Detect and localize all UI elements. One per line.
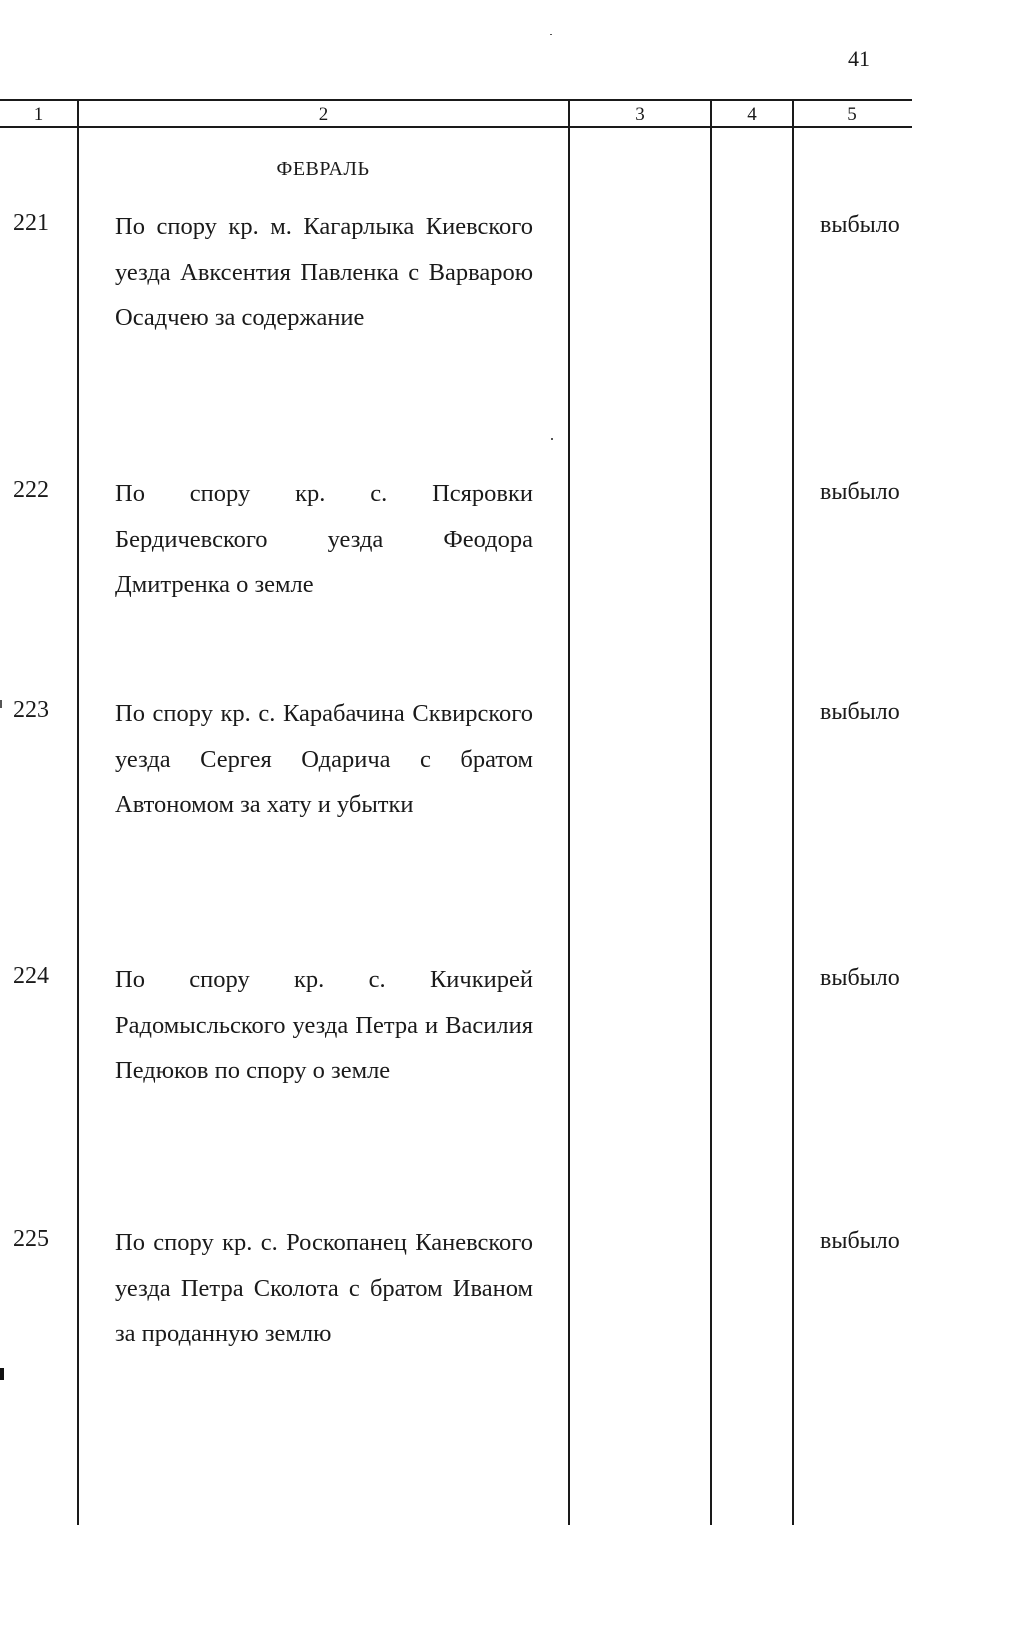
entry-number: 225 (13, 1226, 49, 1252)
entry-status: выбыло (820, 479, 900, 505)
entry-description: По спору кр. м. Кагарлыка Киевского уезда Авксентия Павленка с Варварою Осадчею за содержание (115, 213, 533, 331)
entry-number: 224 (13, 963, 49, 989)
entry-status: выбыло (820, 1228, 900, 1254)
scan-edge-mark (0, 700, 2, 708)
entry-description: По спору кр. с. Кичкирей Радомысльского уезда Петра и Василия Педюков по спору о земле (115, 966, 533, 1084)
scan-speck (550, 34, 552, 35)
entry-status: выбыло (820, 212, 900, 238)
entry-description: По спору кр. с. Карабачина Сквирского уезда Сергея Одарича с братом Автономом за хату и убытки (115, 700, 533, 818)
scan-speck (551, 438, 553, 440)
entry-number: 223 (13, 697, 49, 723)
table-header-rule (0, 126, 912, 128)
column-divider-3 (710, 99, 712, 1525)
column-divider-1 (77, 99, 79, 1525)
page-number: 41 (848, 46, 870, 71)
entry-status: выбыло (820, 965, 900, 991)
entry-status: выбыло (820, 699, 900, 725)
scan-edge-mark (0, 1368, 4, 1380)
column-header-1: 1 (33, 104, 44, 125)
column-header-3: 3 (635, 104, 645, 125)
table-top-rule (0, 99, 912, 101)
entry-description: По спору кр. с. Псяровки Бердичевского уезда Феодора Дмитренка о земле (115, 480, 533, 598)
column-divider-2 (568, 99, 570, 1525)
column-header-4: 4 (747, 104, 757, 125)
entry-description: По спору кр. с. Роскопанец Каневского уезда Петра Сколота с братом Иваном за проданную землю (115, 1229, 533, 1347)
column-divider-4 (792, 99, 794, 1525)
entry-number: 222 (13, 477, 49, 503)
column-header-2: 2 (318, 104, 329, 125)
entry-number: 221 (13, 210, 49, 236)
month-heading: ФЕВРАЛЬ (276, 158, 370, 180)
column-header-5: 5 (847, 104, 857, 125)
